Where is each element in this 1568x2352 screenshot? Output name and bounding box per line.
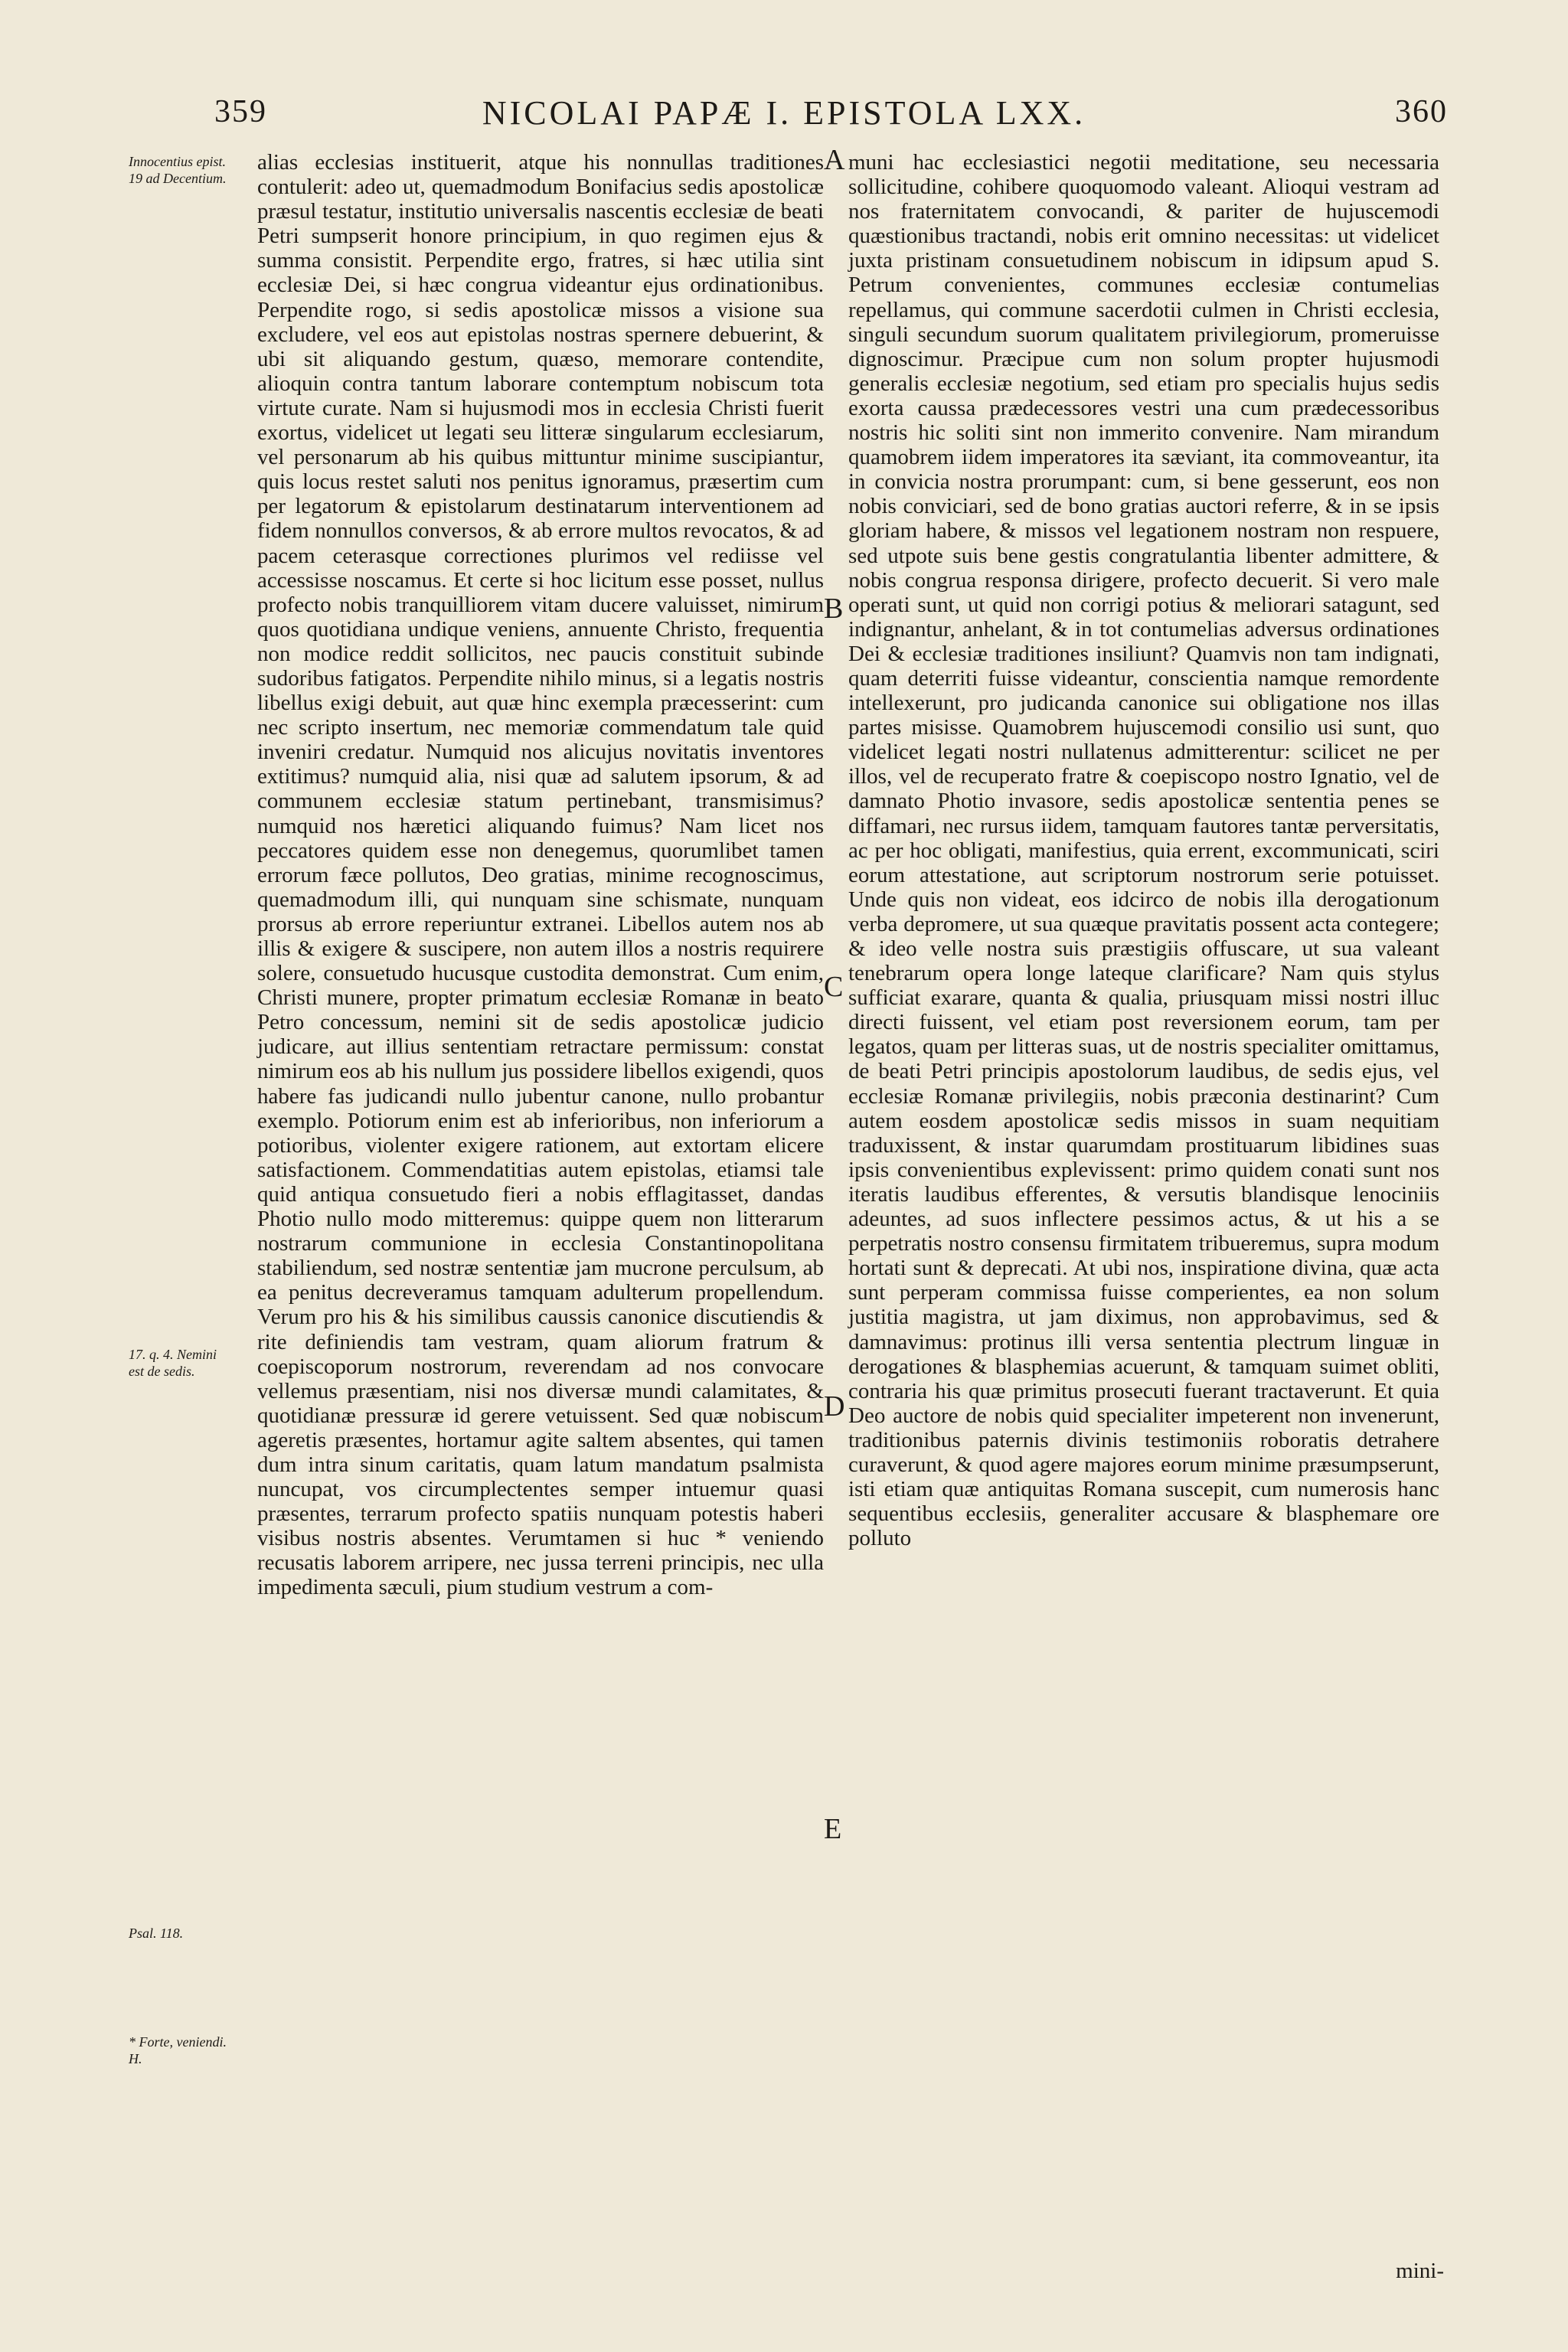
- section-letter-e: E: [824, 1813, 842, 1845]
- left-column-text: alias ecclesias instituerit, atque his nonnullas traditiones contulerit: adeo ut, quemadmodum Bonifacius sedis apostolicæ præsul testatur, institutio universalis nascentis ecclesiæ de beati Petri sumpserit honore principium, in quo regimen ejus & summa consistit. Perpendite ergo, fratres, si hæc utilia sint ecclesiæ Dei, si hæc congrua videantur ejus ordinationibus. Perpendite rogo, si sedis apostolicæ missos a visione sua excludere, vel eos aut epistolas nostras spernere debuerint, & ubi sit aliquando gestum, quæso, memorare contendite, alioquin contra tantum laborare contemptum nobiscum tota virtute curate. Nam si hujusmodi mos in ecclesia Christi fuerit exortus, videlicet ut legati seu litteræ singularum ecclesiarum, vel personarum ab his quibus mittuntur minime suscipiantur, quis locus restet saluti nos penitus ignoramus, præsertim cum per legatorum & epistolarum destinatarum interventionem ad fidem nonnullos conversos, & ab errore multos revocatos, & ad pacem ceterasque correctiones plurimos vel rediisse vel accessisse noscamus. Et certe si hoc licitum esse posset, nullus profecto nobis tranquilliorem vitam ducere valuisset, nimirum quos quotidiana undique veniens, annuente Christo, frequentia non modice reddit sollicitos, nec paucis constituit subinde sudoribus fatigatos. Perpendite nihilo minus, si a legatis nostris libellus exigi debuit, aut quæ hinc exempla præcesserint: cum nec scripto insertum, nec memoriæ commendatum tale quid inveniri credatur. Numquid nos alicujus novitatis inventores extitimus? numquid alia, nisi quæ ad salutem ipsorum, & ad communem ecclesiæ statum pertinebant, transmisimus? numquid nos hæretici aliquando fuimus? Nam licet nos peccatores quidem esse non denegemus, quorumlibet tamen errorum fæce pollutos, Deo gratias, minime recognoscimus, quemadmodum illi, qui nunquam sine schismate, nunquam prorsus ab errore reperiuntur extranei. Libellos autem nos ab illis & exigere & suscipere, non autem illos a nostris requirere solere, consuetudo hucusque custodita demonstrat. Cum enim, Christi munere, propter primatum ecclesiæ Romanæ in beato Petro concessum, nemini sit de sedis apostolicæ judicio judicare, aut illius sententiam retractare permissum: constat nimirum eos ab his nullum jus possidere libellos exigendi, quos habere fas judicandi nullo jubentur canone, nullo probantur exemplo. Potiorum enim est ab inferioribus, non inferiorum a potioribus, violenter exigere rationem, aut extortam elicere satisfactionem. Commendatitias autem epistolas, etiamsi tale quid antiqua consuetudo fieri a nobis efflagitasset, dandas Photio nullo modo mitteremus: quippe quem non litterarum nostrarum communione in ecclesia Constantinopolitana stabiliendum, sed nostræ sententiæ jam mucrone perculsum, ab ea penitus decreveramus tamquam adulterum propellendum. Verum pro his & his similibus caussis canonice discutiendis & rite definiendis tam vestram, quam aliorum fratrum & coepiscoporum nostrorum, reverendam ad nos convocare vellemus præsentiam, nisi nos diversæ mundi calamitates, & quotidianæ pressuræ id gerere vetuissent. Sed quæ nobiscum ageretis præsentes, hortamur agite saltem absentes, qui tamen dum intra sinum caritatis, quam latum mandatum psalmista nuncupat, vos circumplectentes semper intuemur quasi præsentes, terrarum profecto spatiis nunquam potestis haberi visibus nostris absentes. Verumtamen si huc * veniendo recusatis laborem arripere, nec jussa terreni principis, nec ulla impedimenta sæculi, pium studium vestrum a com-: [257, 150, 824, 1600]
- right-page-number: 360: [1395, 94, 1448, 129]
- section-letter-a: A: [824, 144, 845, 176]
- catchword: mini-: [1396, 2259, 1444, 2283]
- running-title: NICOLAI PAPÆ I. EPISTOLA LXX.: [482, 94, 1086, 132]
- section-letter-c: C: [824, 971, 844, 1003]
- section-letters: [824, 145, 847, 2136]
- margin-notes: [129, 150, 227, 2294]
- left-text-column: [257, 150, 824, 2202]
- margin-note-canon: 17. q. 4. Nemini est de sedis.: [129, 1347, 217, 1379]
- right-column-text: muni hac ecclesiastici negotii meditatione, seu necessaria sollicitudine, cohibere quoquomodo valeant. Alioqui vestram ad nos fraternitatem convocandi, & pariter de hujuscemodi quæstionibus tractandi, nobis erit omnino necessitas: ut videlicet juxta pristinam consuetudinem nobiscum in idipsum apud S. Petrum convenientes, communes ecclesiæ contumelias repellamus, qui commune sacerdotii culmen in Christi ecclesia, singuli secundum suorum qualitatem privilegiorum, promeruisse dignoscimur. Præcipue cum non solum propter hujusmodi generalis ecclesiæ negotium, sed etiam pro specialis hujus sedis exorta caussa prædecessores vestri una cum prædecessoribus nostris hic soliti sint non immerito convenire. Nam mirandum quamobrem iidem imperatores ita sæviant, ita commoveantur, ita in convicia nostra prorumpant: cum, si bene gesserunt, eos non nobis conviciari, sed de bono gratias auctori referre, & in se ipsis gloriam habere, & missos vel legationem nostram non respuere, sed utpote suis bene gestis congratulantia libenter admittere, & nobis congrua responsa dirigere, profecto decuerit. Si vero male operati sunt, ut quid non corrigi potius & meliorari satagunt, sed indignantur, anhelant, & in tot contumelias adversus ordinationes Dei & ecclesiæ traditiones insiliunt? Quamvis non tam indignati, quam deterriti fuisse videantur, conscientia namque remordente intellexerunt, pro judicanda canonice sui obligatione nos illas partes misisse. Quamobrem hujuscemodi consilio usi sunt, quo videlicet legati nostri nullatenus admitterentur: scilicet ne per illos, vel de recuperato fratre & coepiscopo nostro Ignatio, vel de damnato Photio invasore, sedis apostolicæ sententia penes se diffamari, nec rursus iidem, tamquam fautores tantæ perversitatis, ac per hoc obligati, manifestius, quia errent, excommunicati, sciri eorum attestatione, aut scriptorum nostrorum serie potuisset. Unde quis non videat, eos idcirco de nobis illa derogationum verba depromere, ut sua quæque pravitatis possent acta contegere; & ideo velle nostra suis præstigiis offuscare, ut sua valeant tenebrarum opera longe lateque clarificare? Nam quis stylus sufficiat exarare, quanta & qualia, priusquam missi nostri illuc directi fuissent, vel etiam post reversionem eorum, tam per legatos, quam per litteras suas, ut de nostris specialiter omittamus, de beati Petri principis apostolorum laudibus, de sedis ejus, vel ecclesiæ Romanæ privilegiis, nobis præconia destinarint? Cum autem eosdem apostolicæ sedis missos in suam nequitiam traduxissent, & instar quarumdam prostituarum libidines suas ipsis convenientibus explevissent: primo quidem conati sunt nos iteratis laudibus efferentes, & versutis blandisque lenociniis adeuntes, ad suos inflectere pessimos actus, & ut his a se perpetratis nostro consensu firmitatem tribueremus, supra modum hortati sunt & deprecati. At ubi nos, inspiratione divina, quæ acta sunt perperam commissa fuisse comperientes, ea non solum justitia magistra, ut jam diximus, non approbavimus, sed & damnavimus: protinus illi versa sententia plectrum linguæ in derogationes & blasphemias acuerunt, & tamquam suimet obliti, contraria his quæ primitus prosecuti fuerant tractaverunt. Et quia Deo auctore de nobis quid specialiter impeterent non invenerunt, traditionibus paternis divinis testimoniis roboratis detrahere curaverunt, & quod agere majores eorum minime præsumpserunt, isti etiam quæ antiquitas Romana suscepit, cum numerosis hanc sequentibus ecclesiis, generaliter accusare & blasphemare ore polluto: [848, 150, 1439, 1551]
- margin-note-psalm: Psal. 118.: [129, 1926, 184, 1941]
- section-letter-b: B: [824, 593, 844, 625]
- margin-note-forte: * Forte, veniendi. H.: [129, 2034, 227, 2066]
- left-page-number: 359: [214, 94, 267, 129]
- right-text-column: [848, 150, 1439, 2202]
- page-header: [0, 93, 1568, 136]
- margin-note-innocentius: Innocentius epist. 19 ad Decentium.: [129, 154, 227, 186]
- section-letter-d: D: [824, 1390, 845, 1423]
